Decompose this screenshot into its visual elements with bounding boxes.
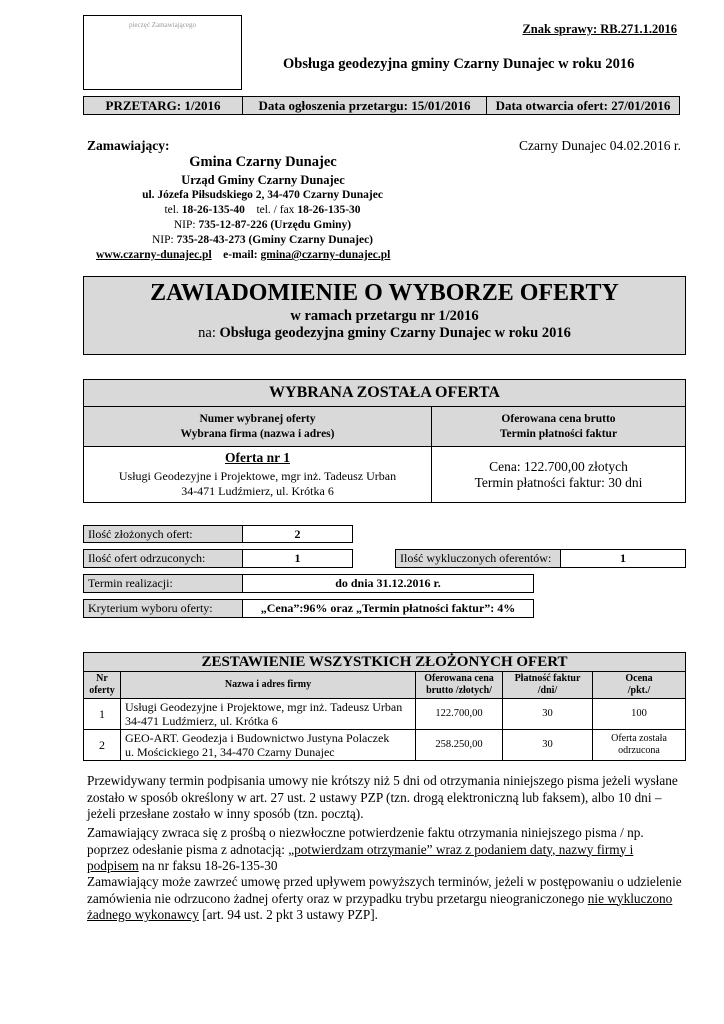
paragraph-confirmation [87,825,687,875]
phone: 18-26-135-40 [181,204,245,216]
notice-box [83,276,686,355]
criteria-label: Kryterium wyboru oferty: [83,599,243,618]
excluded-label: Ilość wykluczonych oferentów: [395,549,561,568]
row1-firm-line1: Usługi Geodezyjne i Projektowe, mgr inż. Tadeusz Urban [125,700,403,714]
place-date: Czarny Dunajec 04.02.2016 r. [519,138,681,153]
col2-line2: Termin płatności faktur [499,427,618,440]
nip2-prefix: NIP: [151,234,174,246]
header-nr-line2: oferty [89,685,115,696]
row2-price: 258.250,00 [416,730,503,761]
submitted-value: 2 [242,525,353,543]
row2-firm-line1: GEO-ART. Geodezja i Budownictwo Justyna Polaczek [125,731,390,745]
header-price [416,672,503,699]
selected-col2-header [432,407,686,447]
header-payment-line2: /dni/ [537,685,558,696]
nip2-line [100,234,425,246]
notice-on-prefix: na: [198,325,216,341]
selected-heading: WYBRANA ZOSTAŁA OFERTA [84,380,686,407]
nip1: 735-12-87-226 (Urzędu Gminy) [198,219,352,231]
rejected-label: Ilość ofert odrzuconych: [83,549,243,568]
early-contract-condition: nie wykluczono żadnego wykonawcy [87,890,673,922]
row2-score [593,730,686,761]
opening-date: Data otwarcia ofert: 27/01/2016 [495,98,671,113]
submitted-label: Ilość złożonych ofert: [83,525,243,543]
tender-number: PRZETARG: 1/2016 [84,97,243,114]
authority-name: Gmina Czarny Dunajec [189,154,337,170]
row1-firm [121,699,416,730]
row2-nr: 2 [84,730,121,761]
authority-address: ul. Józefa Piłsudskiego 2, 34-470 Czarny Dunajec [142,189,383,201]
selected-offer-table [83,379,686,503]
row2-score-line1: Oferta została [611,733,667,744]
excluded-value: 1 [560,549,686,568]
deadline-value: do dnia 31.12.2016 r. [242,574,534,593]
table-row [84,730,686,761]
header-firm: Nazwa i adres firmy [121,672,416,699]
phone-line [100,204,425,216]
row1-price: 122.700,00 [416,699,503,730]
criteria-value: „Cena”:96% oraz „Termin płatności faktur”: 4% [242,599,534,618]
header-title: Obsługa geodezyjna gminy Czarny Dunajec w roku 2016 [283,56,635,72]
row2-firm-line2: u. Mościckiego 21, 34-470 Czarny Dunajec [125,745,335,759]
header-score-line1: Ocena [625,673,653,684]
header-payment [503,672,593,699]
header-price-line1: Oferowana cena [424,673,494,684]
row2-payment: 30 [503,730,593,761]
notice-on-text: Obsługa geodezyjna gminy Czarny Dunajec w roku 2016 [219,325,571,341]
paragraph-early-contract [87,874,687,924]
row1-firm-line2: 34-471 Ludźmierz, ul. Krótka 6 [125,714,278,728]
firm-line1: Usługi Geodezyjne i Projektowe, mgr inż. Tadeusz Urban [118,469,397,483]
header-nr [84,672,121,699]
firm-line2: 34-471 Ludźmierz, ul. Krótka 6 [181,484,334,498]
rejected-value: 1 [242,549,353,568]
notice-title: ZAWIADOMIENIE O WYBORZE OFERTY [150,280,619,306]
contact-line [96,249,390,261]
nip2: 735-28-43-273 (Gminy Czarny Dunajec) [176,234,374,246]
stamp-label: pieczęć Zamawiającego [128,21,197,29]
selected-price-cell [432,447,686,503]
phone-prefix: tel. [164,204,179,216]
authority-office: Urząd Gminy Czarny Dunajec [181,173,345,187]
announcement-date: Data ogłoszenia przetargu: 15/01/2016 [243,97,487,114]
early-contract-text: Zamawiający może zawrzeć umowę przed upływem powyższych terminów, jeżeli w postępowaniu o udzielenie zamówienia nie odrzucono żadnej oferty oraz w przypadku trybu przetargu nieograniczonego [87,874,682,906]
summary-table [83,652,686,761]
summary-heading: ZESTAWIENIE WSZYSTKICH ZŁOŻONYCH OFERT [84,653,686,672]
case-number: Znak sprawy: RB.271.1.2016 [522,22,677,36]
selected-col1-header [84,407,432,447]
stamp-box [83,15,242,90]
header-nr-line1: Nr [96,673,108,684]
notice-subtitle: w ramach przetargu nr 1/2016 [290,308,479,324]
header-score [593,672,686,699]
early-contract-reference: [art. 94 ust. 2 pkt 3 ustawy PZP]. [198,907,379,922]
confirmation-text: Zamawiający zwraca się z prośbą o niezwłoczne potwierdzenie faktu otrzymania niniejszego pisma / np. poprzez odesłanie pisma z adnotacją: [87,825,644,857]
row1-nr: 1 [84,699,121,730]
selected-firm-cell [84,447,432,503]
header-payment-line1: Płatność faktur [514,673,581,684]
website-link[interactable]: www.czarny-dunajec.pl [96,249,212,261]
contracting-label: Zamawiający: [87,138,170,153]
email-link[interactable]: gmina@czarny-dunajec.pl [260,249,391,261]
tender-bar [83,96,680,115]
deadline-label: Termin realizacji: [83,574,243,593]
row1-score: 100 [593,699,686,730]
offer-number: Oferta nr 1 [225,450,290,465]
selected-price: Cena: 122.700,00 złotych [489,458,628,474]
col1-line1: Numer wybranej oferty [199,412,316,425]
confirmation-annotation: „potwierdzam otrzymanie” wraz z podaniem daty, nazwy firmy i podpisem [87,841,634,873]
fax-prefix: tel. / fax [256,204,295,216]
notice-subject [84,325,685,342]
row2-score-line2: odrzucona [618,745,660,756]
confirmation-fax: na nr faksu 18-26-135-30 [138,858,278,873]
nip1-prefix: NIP: [173,219,196,231]
selected-payment: Termin płatności faktur: 30 dni [474,474,643,490]
email-prefix: e-mail: [223,249,258,261]
header-score-line2: /pkt./ [627,685,651,696]
fax: 18-26-135-30 [297,204,361,216]
col1-line2: Wybrana firma (nazwa i adres) [180,427,335,440]
col2-line1: Oferowana cena brutto [501,412,616,425]
header-price-line2: brutto /złotych/ [426,685,492,696]
nip1-line [100,219,425,231]
table-row [84,699,686,730]
paragraph-signing-date: Przewidywany termin podpisania umowy nie krótszy niż 5 dni od otrzymania niniejszego pisma jeżeli wysłane zostało w sposób określony w art. 27 ust. 2 ustawy PZP (tzn. drogą elektroniczną lub faksem), albo 10 dni – jeżeli przesłane zostało w inny sposób (tzn. pocztą). [87,773,678,821]
row1-payment: 30 [503,699,593,730]
row2-firm [121,730,416,761]
